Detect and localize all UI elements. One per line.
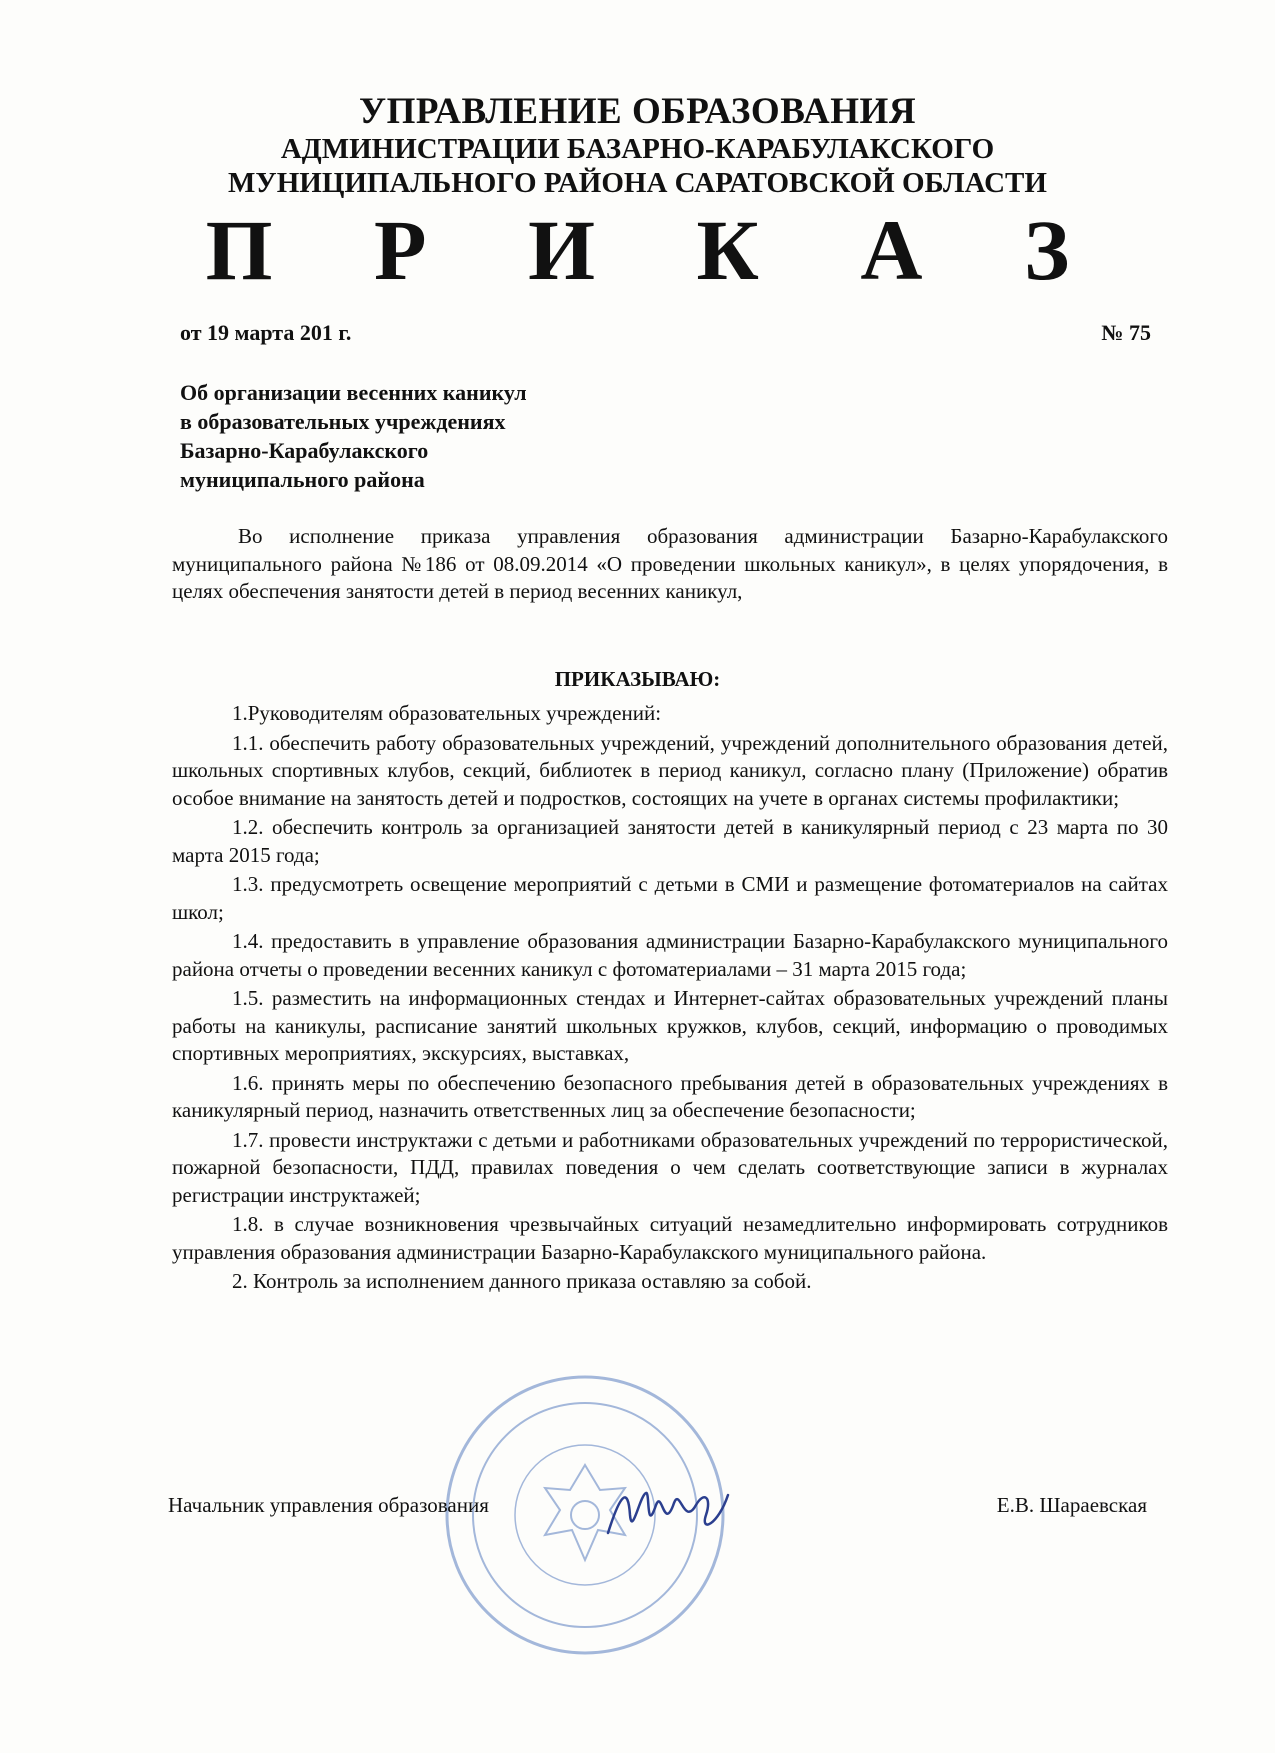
order-item: 1.3. предусмотреть освещение мероприятий с детьми в СМИ и размещение фотоматериалов на сайтах школ; (172, 872, 1168, 924)
order-item: 1.6. принять меры по обеспечению безопасного пребывания детей в образовательных учреждениях в каникулярный период, назначить ответственных лиц за обеспечение безопасности; (172, 1070, 1168, 1122)
subject-line: Об организации весенних каникул (180, 380, 527, 405)
subject-line: муниципального района (180, 467, 425, 492)
order-subject (180, 378, 610, 494)
order-item: 1.Руководителям образовательных учреждений: (232, 701, 662, 725)
order-item: 1.8. в случае возникновения чрезвычайных ситуаций незамедлительно информировать сотрудников управления образования администрации Базарно-Карабулакского муниципального района. (172, 1212, 1168, 1264)
header-line-2: АДМИНИСТРАЦИИ БАЗАРНО-КАРАБУЛАКСКОГО (280, 133, 995, 165)
order-item: 1.1. обеспечить работу образовательных учреждений, учреждений дополнительного образования детей, школьных спортивных клубов, секций, библиотек в период каникул, согласно плану (Приложение) обратив особое внимание на занятость детей и подростков, состоящих на учете в органах системы профилактики; (172, 730, 1168, 810)
order-number: № 75 (1101, 320, 1151, 345)
signature-title: Начальник управления образования (168, 1493, 489, 1517)
order-date: от 19 марта 201 г. (180, 320, 352, 345)
order-items (172, 700, 1168, 1298)
subject-line: Базарно-Карабулакского (180, 438, 429, 463)
order-word: ПРИКАЗЫВАЮ: (554, 667, 721, 691)
intro-paragraph: Во исполнение приказа управления образования администрации Базарно-Карабулакского муниципального района №186 от 08.09.2014 «О проведении школьных каникул», в целях упорядочения, в целях обеспечения занятости детей в период весенних каникул, (172, 524, 1168, 603)
header-line-1: УПРАВЛЕНИЕ ОБРАЗОВАНИЯ (358, 91, 917, 132)
signature-name: Е.В. Шараевская (996, 1493, 1147, 1517)
subject-line: в образовательных учреждениях (180, 409, 506, 434)
document-type-title: П Р И К А З (205, 202, 1110, 298)
order-item: 1.4. предоставить в управление образования администрации Базарно-Карабулакского муниципального района отчеты о проведении весенних каникул с фотоматериалами – 31 марта 2015 года; (172, 929, 1168, 981)
header-line-3: МУНИЦИПАЛЬНОГО РАЙОНА САРАТОВСКОЙ ОБЛАСТИ (228, 167, 1047, 199)
handwritten-signature-icon (600, 1475, 735, 1545)
order-item: 1.7. провести инструктажи с детьми и работниками образовательных учреждений по террористической, пожарной безопасности, ПДД, правилах поведения о чем сделать соответствующие записи в журналах регистрации инструктажей; (172, 1127, 1168, 1207)
order-item: 1.5. разместить на информационных стендах и Интернет-сайтах образовательных учреждений планы работы на каникулы, расписание занятий школьных кружков, клубов, секций, информацию о проводимых спортивных мероприятиях, экскурсиях, выставках, (172, 986, 1168, 1065)
order-item: 2. Контроль за исполнением данного приказа оставляю за собой. (232, 1269, 812, 1293)
order-item: 1.2. обеспечить контроль за организацией занятости детей в каникулярный период с 23 марта по 30 марта 2015 года; (172, 815, 1168, 867)
